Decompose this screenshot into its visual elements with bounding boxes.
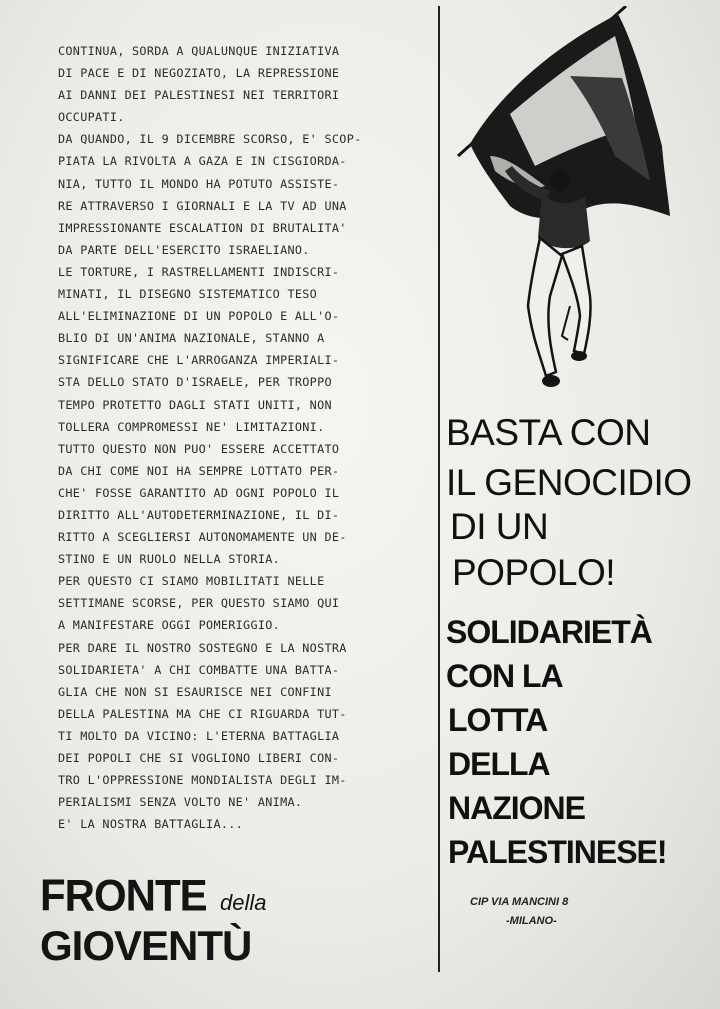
text-line: TOLLERA COMPROMESSI NE' LIMITAZIONI. bbox=[58, 419, 325, 434]
text-line: PER QUESTO CI SIAMO MOBILITATI NELLE bbox=[58, 574, 325, 589]
slogan-line: DI UN bbox=[450, 506, 549, 547]
text-line: A MANIFESTARE OGGI POMERIGGIO. bbox=[58, 618, 281, 633]
slogan-line: DELLA bbox=[448, 746, 550, 782]
slogan-line: BASTA CON bbox=[446, 412, 651, 453]
text-line: BLIO DI UN'ANIMA NAZIONALE, STANNO A bbox=[58, 331, 325, 346]
slogan-line: CON LA bbox=[446, 658, 563, 694]
manifesto-text bbox=[58, 40, 428, 835]
text-line: SIGNIFICARE CHE L'ARROGANZA IMPERIALI- bbox=[58, 353, 340, 368]
text-line: OCCUPATI. bbox=[58, 110, 125, 125]
slogan-line: NAZIONE bbox=[448, 790, 585, 826]
text-line: STINO E UN RUOLO NELLA STORIA. bbox=[58, 552, 281, 567]
slogan-line: LOTTA bbox=[448, 702, 548, 738]
slogan-line: IL GENOCIDIO bbox=[446, 462, 692, 503]
text-line: TUTTO QUESTO NON PUO' ESSERE ACCETTATO bbox=[58, 441, 340, 456]
text-line: DA PARTE DELL'ESERCITO ISRAELIANO. bbox=[58, 242, 310, 257]
text-line: PER DARE IL NOSTRO SOSTEGNO E LA NOSTRA bbox=[58, 640, 347, 655]
text-line: MINATI, IL DISEGNO SISTEMATICO TESO bbox=[58, 287, 318, 302]
text-line: ALL'ELIMINAZIONE DI UN POPOLO E ALL'O- bbox=[58, 309, 340, 324]
text-line: STA DELLO STATO D'ISRAELE, PER TROPPO bbox=[58, 375, 332, 390]
text-line: TEMPO PROTETTO DAGLI STATI UNITI, NON bbox=[58, 397, 332, 412]
footer-city: -MILANO- bbox=[506, 915, 557, 927]
text-line: SETTIMANE SCORSE, PER QUESTO SIAMO QUI bbox=[58, 596, 340, 611]
text-line: E' LA NOSTRA BATTAGLIA... bbox=[58, 817, 244, 832]
text-line: TRO L'OPPRESSIONE MONDIALISTA DEGLI IM- bbox=[58, 773, 347, 788]
text-line: TI MOLTO DA VICINO: L'ETERNA BATTAGLIA bbox=[58, 728, 340, 743]
text-line: IMPRESSIONANTE ESCALATION DI BRUTALITA' bbox=[58, 220, 347, 235]
text-line: DELLA PALESTINA MA CHE CI RIGUARDA TUT- bbox=[58, 706, 347, 721]
text-line: RE ATTRAVERSO I GIORNALI E LA TV AD UNA bbox=[58, 198, 347, 213]
flag-bearer-illustration bbox=[450, 6, 680, 396]
text-line: DEI POPOLI CHE SI VOGLIONO LIBERI CON- bbox=[58, 751, 340, 765]
column-divider bbox=[438, 6, 440, 972]
footer-address: CIP VIA MANCINI 8 bbox=[470, 896, 569, 908]
slogan-line: POPOLO! bbox=[452, 552, 616, 593]
text-line: LE TORTURE, I RASTRELLAMENTI INDISCRI- bbox=[58, 264, 340, 279]
org-word-gioventu: GIOVENTÙ bbox=[40, 922, 252, 969]
text-line: AI DANNI DEI PALESTINESI NEI TERRITORI bbox=[58, 88, 340, 103]
org-word-della: della bbox=[220, 890, 267, 915]
text-line: DA CHI COME NOI HA SEMPRE LOTTATO PER- bbox=[58, 463, 340, 478]
text-line: DI PACE E DI NEGOZIATO, LA REPRESSIONE bbox=[58, 66, 340, 81]
text-line: SOLIDARIETA' A CHI COMBATTE UNA BATTA- bbox=[58, 662, 340, 677]
text-line: NIA, TUTTO IL MONDO HA POTUTO ASSISTE- bbox=[58, 176, 340, 191]
text-line: CONTINUA, SORDA A QUALUNQUE INIZIATIVA bbox=[58, 44, 340, 58]
slogan-line: SOLIDARIETÀ bbox=[446, 614, 652, 650]
text-line: DA QUANDO, IL 9 DICEMBRE SCORSO, E' SCOP- bbox=[58, 132, 362, 147]
text-line: PERIALISMI SENZA VOLTO NE' ANIMA. bbox=[58, 795, 303, 810]
text-line: DIRITTO ALL'AUTODETERMINAZIONE, IL DI- bbox=[58, 507, 340, 522]
text-line: RITTO A SCEGLIERSI AUTONOMAMENTE UN DE- bbox=[58, 530, 347, 545]
text-line: GLIA CHE NON SI ESAURISCE NEI CONFINI bbox=[58, 684, 332, 699]
slogan-line: PALESTINESE! bbox=[448, 834, 667, 870]
text-line: CHE' FOSSE GARANTITO AD OGNI POPOLO IL bbox=[58, 485, 340, 500]
org-word-fronte: FRONTE bbox=[40, 870, 207, 921]
text-line: PIATA LA RIVOLTA A GAZA E IN CISGIORDA- bbox=[58, 154, 347, 169]
